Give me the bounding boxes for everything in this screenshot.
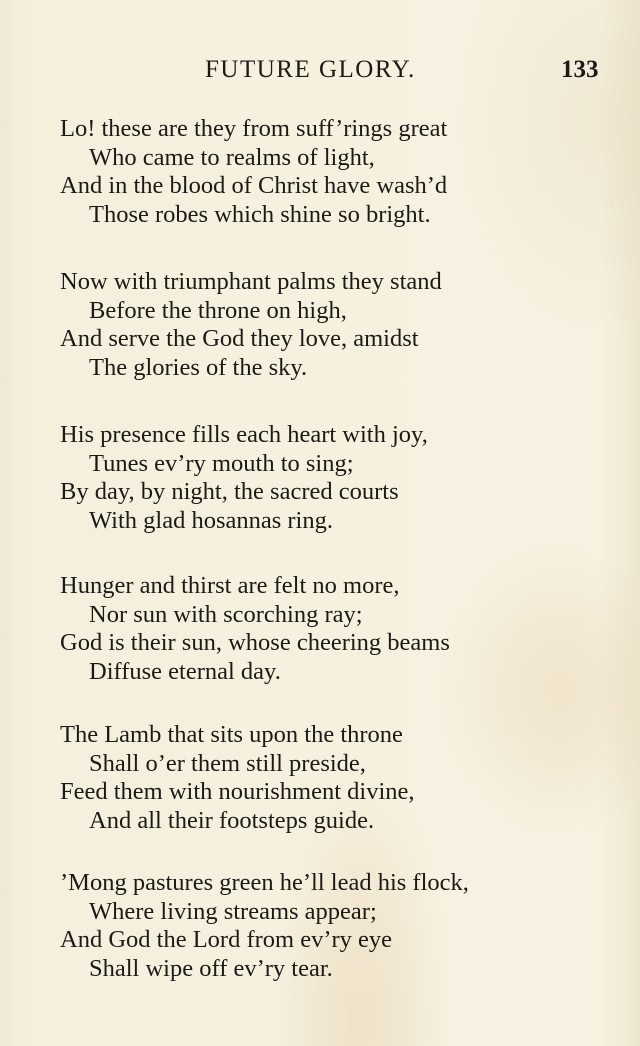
verse-line: With glad hosannas ring. xyxy=(89,506,333,534)
verse-line: Shall o’er them still preside, xyxy=(89,749,366,777)
verse-line: Shall wipe off ev’ry tear. xyxy=(89,954,333,982)
stanza-3 xyxy=(60,421,620,535)
verse-line: Who came to realms of light, xyxy=(89,143,375,171)
stanza-4 xyxy=(60,572,620,686)
stanza-5 xyxy=(60,721,620,835)
verse-line: The Lamb that sits upon the throne xyxy=(60,721,403,748)
page-header xyxy=(0,56,640,90)
verse-line: And in the blood of Christ have wash’d xyxy=(60,172,448,199)
stanza-6 xyxy=(60,869,620,983)
verse-line: His presence fills each heart with joy, xyxy=(60,421,428,448)
verse-line: Diffuse eternal day. xyxy=(89,657,281,685)
verse-line: God is their sun, whose cheering beams xyxy=(60,629,450,656)
running-title: FUTURE GLORY. xyxy=(205,56,416,83)
verse-line: Feed them with nourishment divine, xyxy=(60,778,415,805)
verse-line: And all their footsteps guide. xyxy=(89,806,375,834)
verse-line: Lo! these are they from suff’rings great xyxy=(60,115,448,142)
verse-line: Now with triumphant palms they stand xyxy=(60,268,442,295)
verse-line: Where living streams appear; xyxy=(89,897,377,925)
verse-line: By day, by night, the sacred courts xyxy=(60,478,399,505)
verse-line: The glories of the sky. xyxy=(89,353,308,381)
verse-line: Nor sun with scorching ray; xyxy=(89,600,363,628)
verse-line: ’Mong pastures green he’ll lead his flock, xyxy=(60,869,469,896)
stanza-2 xyxy=(60,268,620,382)
verse-line: And God the Lord from ev’ry eye xyxy=(60,926,393,953)
verse-line: Those robes which shine so bright. xyxy=(89,200,431,228)
verse-line: Hunger and thirst are felt no more, xyxy=(60,572,400,599)
verse-line: Tunes ev’ry mouth to sing; xyxy=(89,449,354,477)
verse-line: Before the throne on high, xyxy=(89,296,347,324)
verse-line: And serve the God they love, amidst xyxy=(60,325,419,352)
stanza-1 xyxy=(60,115,620,229)
page-number: 133 xyxy=(561,56,599,83)
